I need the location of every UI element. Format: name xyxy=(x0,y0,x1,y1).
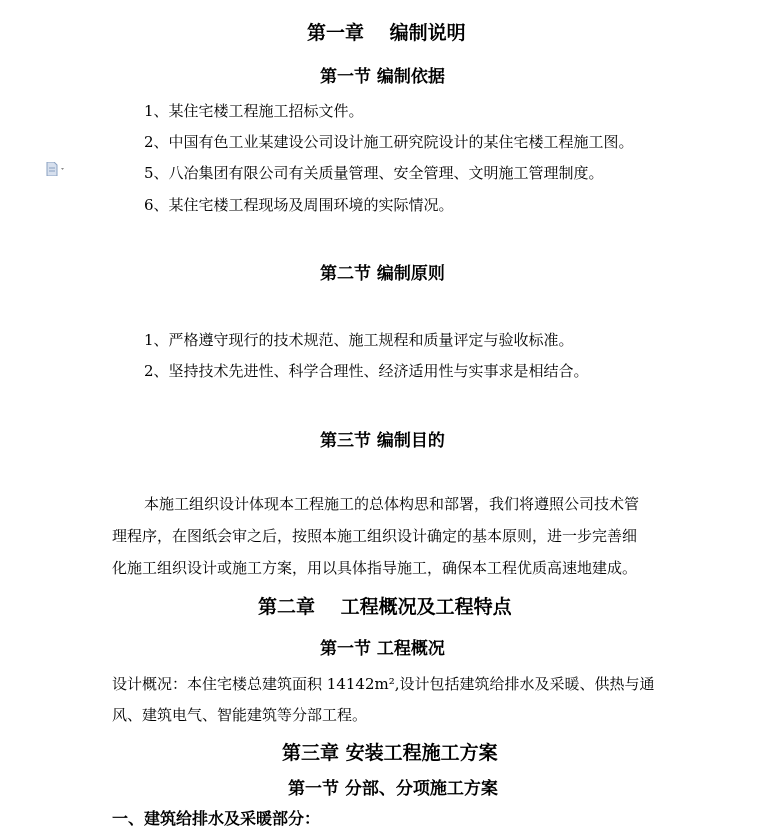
subheading-drainage-heating: 一、建筑给排水及采暖部分： xyxy=(112,809,321,828)
chapter-1-section-1-title: 第一节 编制依据 xyxy=(320,67,445,87)
chapter-1-section-2-title: 第二节 编制原则 xyxy=(320,264,445,284)
overview-paragraph-line: 设计概况：本住宅楼总建筑面积 14142m²,设计包括建筑给排水及采暖、供热与通 xyxy=(112,675,655,693)
overview-paragraph-line: 风、建筑电气、智能建筑等分部工程。 xyxy=(112,706,368,724)
basis-item: 2、中国有色工业某建设公司设计施工研究院设计的某住宅楼工程施工图。 xyxy=(144,133,634,151)
purpose-paragraph-line: 理程序，在图纸会审之后，按照本施工组织设计确定的基本原则，进一步完善细 xyxy=(112,527,638,545)
chapter-2-title: 第二章 工程概况及工程特点 xyxy=(258,596,512,618)
basis-item: 5、八冶集团有限公司有关质量管理、安全管理、文明施工管理制度。 xyxy=(144,164,604,182)
chapter-3-section-1-title: 第一节 分部、分项施工方案 xyxy=(288,779,498,799)
chapter-2-section-1-title: 第一节 工程概况 xyxy=(320,639,445,659)
basis-item: 6、某住宅楼工程现场及周围环境的实际情况。 xyxy=(144,196,454,214)
chapter-1-section-3-title: 第三节 编制目的 xyxy=(320,431,445,451)
document-options-icon[interactable] xyxy=(46,162,68,176)
chapter-3-title: 第三章 安装工程施工方案 xyxy=(282,742,498,764)
purpose-paragraph-line: 本施工组织设计体现本工程施工的总体构思和部署，我们将遵照公司技术管 xyxy=(144,495,640,513)
basis-item: 1、某住宅楼工程施工招标文件。 xyxy=(144,102,364,120)
principle-item: 2、坚持技术先进性、科学合理性、经济适用性与实事求是相结合。 xyxy=(144,362,589,380)
principle-item: 1、严格遵守现行的技术规范、施工规程和质量评定与验收标准。 xyxy=(144,331,574,349)
purpose-paragraph-line: 化施工组织设计或施工方案，用以具体指导施工，确保本工程优质高速地建成。 xyxy=(112,559,638,577)
chapter-1-title: 第一章 编制说明 xyxy=(307,22,466,44)
